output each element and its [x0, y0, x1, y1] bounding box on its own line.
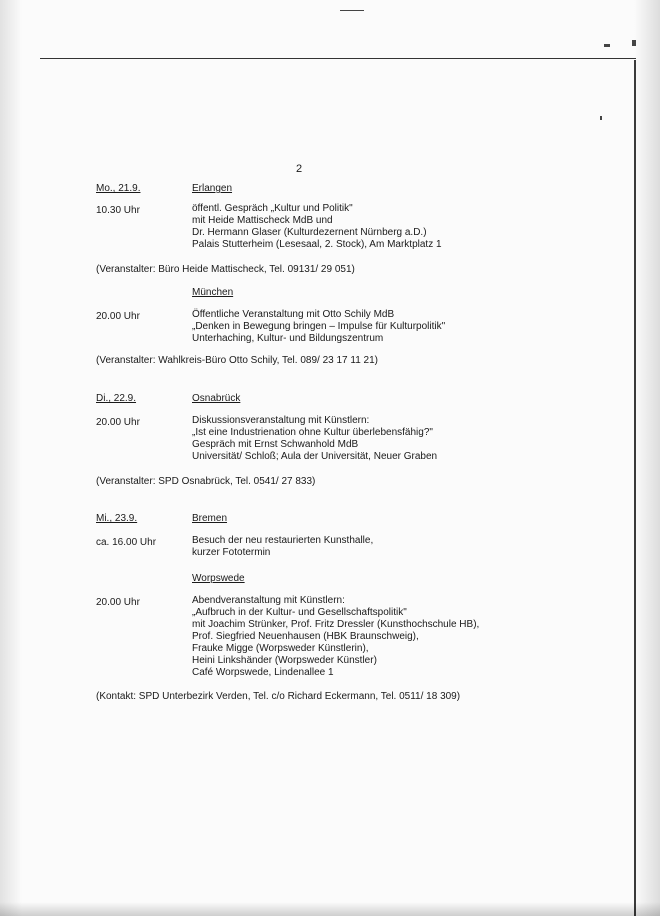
details-line: Prof. Siegfried Neuenhausen (HBK Braunschweig), [192, 631, 419, 642]
date-monday: Mo., 21.9. [96, 183, 141, 194]
details-bremen [192, 535, 373, 559]
date-tuesday: Di., 22.9. [96, 393, 137, 404]
city-osnabrueck: Osnabrück [192, 393, 241, 404]
details-line: Heini Linkshänder (Worpsweder Künstler) [192, 655, 377, 666]
details-line: Frauke Migge (Worpsweder Künstlerin), [192, 643, 369, 654]
details-line: Diskussionsveranstaltung mit Künstlern: [192, 415, 370, 426]
details-line: „Ist eine Industrienation ohne Kultur überlebensfähig?" [192, 427, 433, 438]
scan-edge-bottom [0, 902, 660, 916]
details-osnabrueck [192, 415, 437, 463]
time-muenchen: 20.00 Uhr [96, 311, 140, 322]
time-erlangen: 10.30 Uhr [96, 205, 140, 216]
date-wednesday: Mi., 23.9. [96, 513, 138, 524]
city-bremen: Bremen [192, 513, 228, 524]
time-osnabrueck: 20.00 Uhr [96, 417, 140, 428]
details-line: „Denken in Bewegung bringen – Impulse für Kulturpolitik" [192, 321, 446, 332]
scan-speck [340, 10, 364, 11]
scan-edge-top-line [40, 58, 636, 59]
city-muenchen: München [192, 287, 234, 298]
city-worpswede: Worpswede [192, 573, 245, 584]
page-number: 2 [296, 163, 303, 175]
details-line: mit Heide Mattischeck MdB und [192, 215, 333, 226]
details-line: Öffentliche Veranstaltung mit Otto Schily MdB [192, 309, 395, 320]
scan-edge-left [0, 0, 22, 916]
scan-speck [600, 116, 602, 120]
time-worpswede: 20.00 Uhr [96, 597, 140, 608]
scan-speck [604, 44, 610, 47]
details-line: mit Joachim Strünker, Prof. Fritz Dressler (Kunsthochschule HB), [192, 619, 480, 630]
city-erlangen: Erlangen [192, 183, 233, 194]
details-line: öffentl. Gespräch „Kultur und Politik" [192, 203, 353, 214]
details-line: Besuch der neu restaurierten Kunsthalle, [192, 535, 374, 546]
time-bremen: ca. 16.00 Uhr [96, 537, 157, 548]
details-line: Universität/ Schloß; Aula der Universität, Neuer Graben [192, 451, 438, 462]
details-line: Gespräch mit Ernst Schwanhold MdB [192, 439, 359, 450]
details-worpswede [192, 595, 479, 679]
details-erlangen [192, 203, 442, 251]
organizer-erlangen: (Veranstalter: Büro Heide Mattischeck, Tel. 09131/ 29 051) [96, 264, 355, 275]
scan-speck [632, 40, 636, 46]
scan-edge-right-line [634, 60, 636, 916]
details-line: Dr. Hermann Glaser (Kulturdezernent Nürnberg a.D.) [192, 227, 427, 238]
details-line: „Aufbruch in der Kultur- und Gesellschaftspolitik" [192, 607, 407, 618]
details-line: Palais Stutterheim (Lesesaal, 2. Stock), Am Marktplatz 1 [192, 239, 442, 250]
contact-worpswede: (Kontakt: SPD Unterbezirk Verden, Tel. c/o Richard Eckermann, Tel. 0511/ 18 309) [96, 691, 461, 702]
scan-edge-right [634, 0, 660, 916]
details-line: kurzer Fototermin [192, 547, 271, 558]
details-line: Abendveranstaltung mit Künstlern: [192, 595, 345, 606]
organizer-osnabrueck: (Veranstalter: SPD Osnabrück, Tel. 0541/ 27 833) [96, 476, 316, 487]
details-line: Unterhaching, Kultur- und Bildungszentrum [192, 333, 384, 344]
organizer-muenchen: (Veranstalter: Wahlkreis-Büro Otto Schily, Tel. 089/ 23 17 11 21) [96, 355, 378, 366]
details-line: Café Worpswede, Lindenallee 1 [192, 667, 334, 678]
details-muenchen [192, 309, 445, 345]
